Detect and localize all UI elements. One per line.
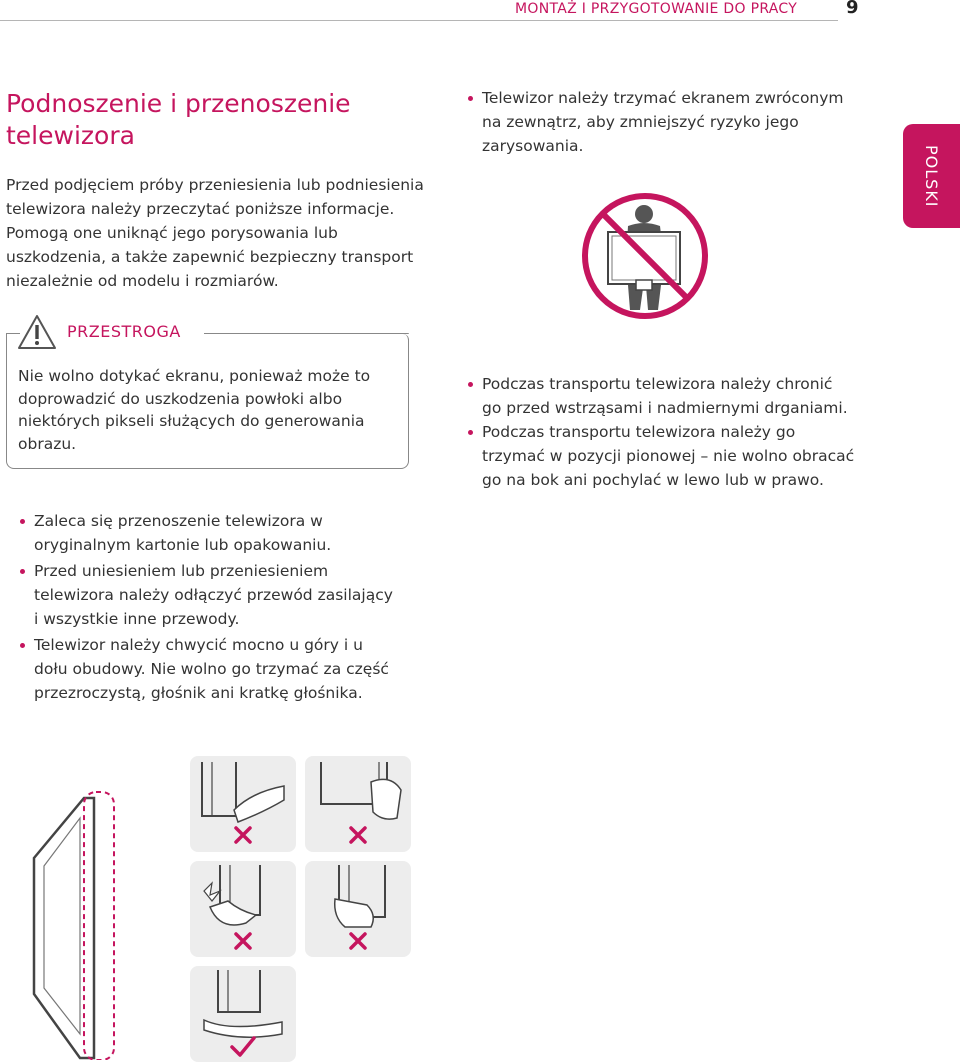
cross-mark-icon — [347, 824, 369, 846]
list-item: Przed uniesieniem lub przeniesieniem telewizora należy odłączyć przewód zasilający i wszystkie inne przewody. — [18, 559, 398, 631]
caution-box-top-border — [204, 333, 409, 334]
right-top-bullet-list — [466, 86, 856, 158]
intro-paragraph: Przed podjęciem próby przeniesienia lub podniesienia telewizora należy przeczytać poniższe informacje. Pomogą one uniknąć jego porysowania lub uszkodzenia, a także zapewnić bezpieczny transport niezależnie od modelu i rozmiarów. — [6, 176, 424, 290]
language-tab-label: POLSKI — [922, 144, 941, 208]
list-item: Podczas transportu telewizora należy chronić go przed wstrząsami i nadmiernymi drganiami. — [466, 372, 856, 420]
caution-title: PRZESTROGA — [67, 322, 181, 341]
list-item: Telewizor należy trzymać ekranem zwróconym na zewnątrz, aby zmniejszyć ryzyko jego zarysowania. — [466, 86, 856, 158]
cross-mark-icon — [347, 930, 369, 952]
caution-text: Nie wolno dotykać ekranu, ponieważ może to doprowadzić do uszkodzenia powłoki albo niektórych pikseli służących do generowania obrazu. — [18, 367, 371, 453]
list-item: Zaleca się przenoszenie telewizora w oryginalnym kartonie lub opakowaniu. — [18, 509, 398, 557]
right-mid-bullet-list — [466, 372, 856, 492]
prohibited-carry-illustration — [578, 190, 713, 322]
section-title: Podnoszenie i przenoszenie telewizora — [6, 89, 351, 150]
list-item: Podczas transportu telewizora należy go trzymać w pozycji pionowej – nie wolno obracać go na bok ani pochylać w lewo lub w prawo. — [466, 420, 856, 492]
tv-side-view-illustration — [30, 784, 160, 1060]
page-number: 9 — [846, 0, 859, 18]
list-item: Telewizor należy chwycić mocno u góry i u dołu obudowy. Nie wolno go trzymać za część przezroczystą, głośnik ani kratkę głośnika. — [18, 633, 398, 705]
cross-mark-icon — [232, 930, 254, 952]
warning-triangle-icon — [17, 314, 57, 350]
cross-mark-icon — [232, 824, 254, 846]
left-bullet-list — [18, 509, 398, 707]
header-rule — [0, 20, 838, 21]
header-title: MONTAŻ I PRZYGOTOWANIE DO PRACY — [515, 1, 798, 17]
check-mark-icon — [229, 1034, 257, 1060]
